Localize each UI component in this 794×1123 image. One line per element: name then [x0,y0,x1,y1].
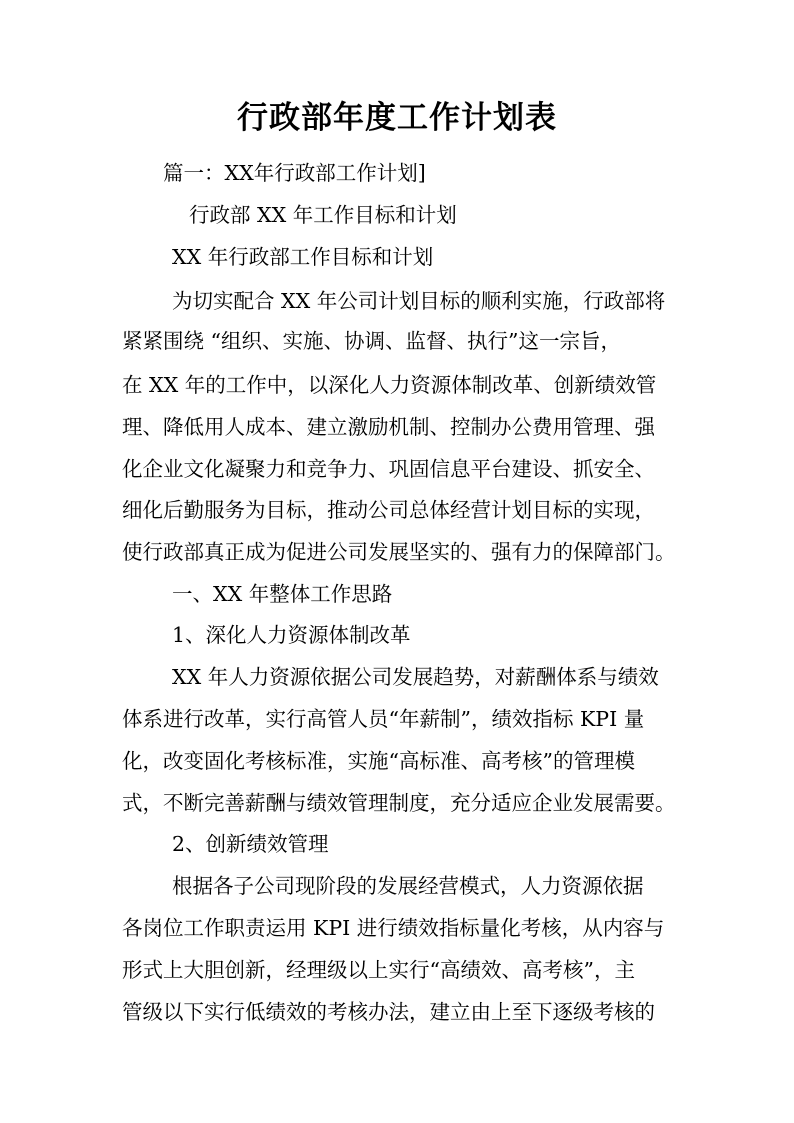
paragraph-line: 管级以下实行低绩效的考核办法，建立由上至下逐级考核的 [122,1000,655,1024]
section-heading: 2、创新绩效管理 [172,832,329,856]
paragraph-line: 使行政部真正成为促进公司发展坚实的、强有力的保障部门。 [122,540,676,564]
paragraph-line: 在 XX 年的工作中，以深化人力资源体制改革、创新绩效管 [122,373,657,397]
paragraph-line: 理、降低用人成本、建立激励机制、控制办公费用管理、强 [122,415,655,439]
paragraph-line: 为切实配合 XX 年公司计划目标的顺利实施，行政部将 [172,289,666,313]
paragraph-line: 化企业文化凝聚力和竞争力、巩固信息平台建设、抓安全、 [122,457,655,481]
section-heading: 一、XX 年整体工作思路 [172,582,393,606]
heading-line: 篇一：XX年行政部工作计划] [163,161,426,185]
paragraph-line: 细化后勤服务为目标，推动公司总体经营计划目标的实现， [122,498,655,522]
paragraph-line: 化，改变固化考核标准，实施“高标准、高考核”的管理模 [122,749,635,773]
paragraph-line: XX 年人力资源依据公司发展趋势，对薪酬体系与绩效 [172,665,659,689]
section-heading: 1、深化人力资源体制改革 [172,623,411,647]
paragraph-line: 体系进行改革，实行高管人员“年薪制”，绩效指标 KPI 量 [122,707,645,731]
paragraph-line: 式，不断完善薪酬与绩效管理制度，充分适应企业发展需要。 [122,791,676,815]
paragraph-line: 形式上大胆创新，经理级以上实行“高绩效、高考核”，主 [122,958,635,982]
paragraph-line: 各岗位工作职责运用 KPI 进行绩效指标量化考核，从内容与 [122,916,665,940]
subheading-line: 行政部 XX 年工作目标和计划 [189,203,457,227]
subheading-line: XX 年行政部工作目标和计划 [172,245,434,269]
paragraph-line: 根据各子公司现阶段的发展经营模式，人力资源依据 [172,874,644,898]
document-title: 行政部年度工作计划表 [237,100,557,136]
paragraph-line: 紧紧围绕 “组织、实施、协调、监督、执行”这一宗旨， [122,329,621,353]
